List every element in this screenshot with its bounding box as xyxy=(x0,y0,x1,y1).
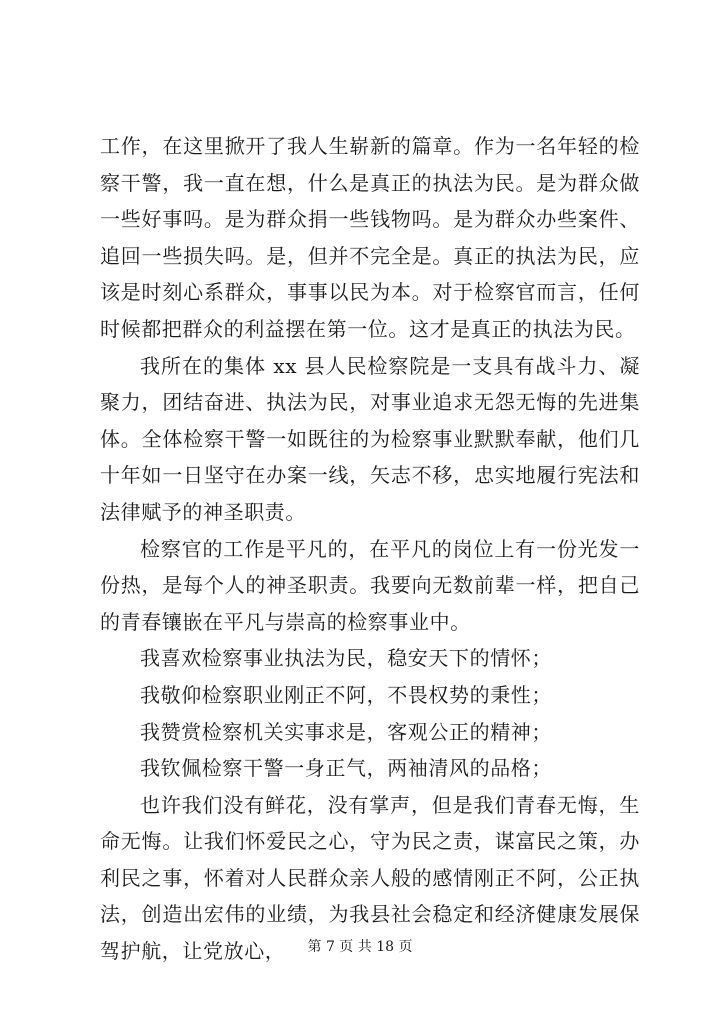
body-text xyxy=(100,128,640,970)
page-number: 第 7 页 共 18 页 xyxy=(307,939,413,955)
paragraph-2: 我所在的集体 xx 县人民检察院是一支具有战斗力、凝聚力，团结奋进、执法为民，对事业追求无怨无悔的先进集体。全体检察干警一如既往的为检察事业默默奉献，他们几十年如一日坚守在办案一线，矢志不移，忠实地履行宪法和法律赋予的神圣职责。 xyxy=(100,353,640,524)
paragraph-5: 我敬仰检察职业刚正不阿，不畏权势的秉性； xyxy=(140,682,552,707)
paragraph-6: 我赞赏检察机关实事求是，客观公正的精神； xyxy=(140,719,552,744)
paragraph-3: 检察官的工作是平凡的，在平凡的岗位上有一份光发一份热，是每个人的神圣职责。我要向无数前辈一样，把自己的青春镶嵌在平凡与崇高的检察事业中。 xyxy=(100,536,640,634)
page-footer xyxy=(0,936,720,956)
paragraph-1: 工作，在这里掀开了我人生崭新的篇章。作为一名年轻的检察干警，我一直在想，什么是真正的执法为民。是为群众做一些好事吗。是为群众捐一些钱物吗。是为群众办些案件、追回一些损失吗。是，但并不完全是。真正的执法为民，应该是时刻心系群众，事事以民为本。对于检察官而言，任何时候都把群众的利益摆在第一位。这才是真正的执法为民。 xyxy=(100,134,640,341)
paragraph-8: 也许我们没有鲜花，没有掌声，但是我们青春无悔，生命无悔。让我们怀爱民之心，守为民之责，谋富民之策，办利民之事，怀着对人民群众亲人般的感情刚正不阿，公正执法，创造出宏伟的业绩，为我县社会稳定和经济健康发展保驾护航，让党放心， xyxy=(100,792,640,964)
paragraph-4: 我喜欢检察事业执法为民，稳安天下的情怀； xyxy=(140,646,552,671)
paragraph-7: 我钦佩检察干警一身正气，两袖清风的品格； xyxy=(140,756,552,781)
